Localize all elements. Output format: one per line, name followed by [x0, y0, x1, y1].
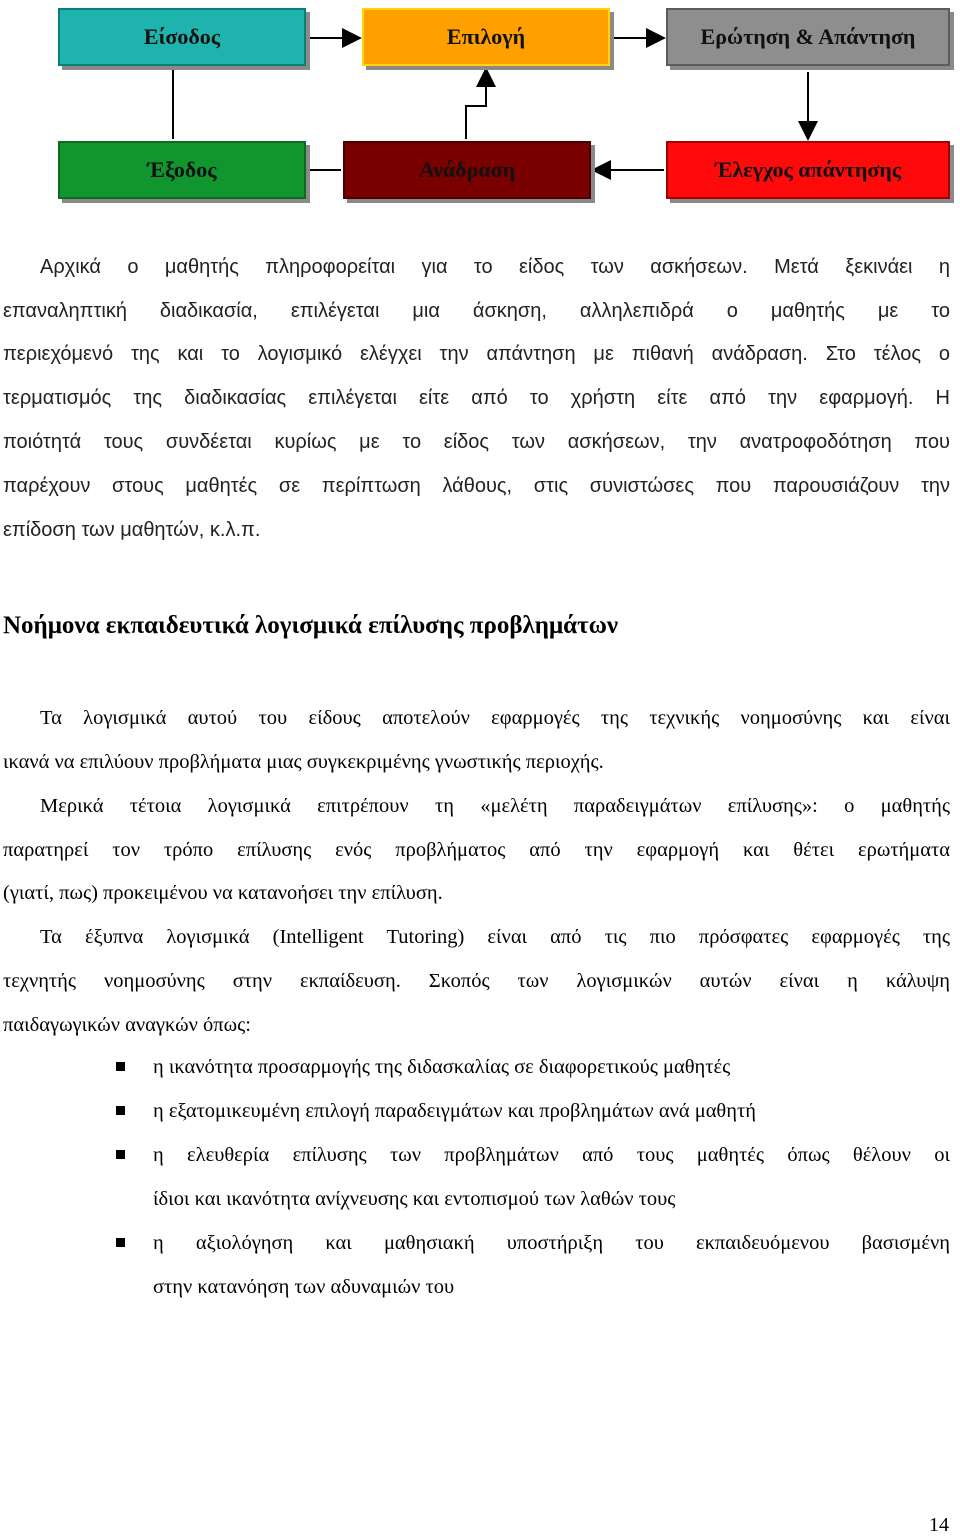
text-line: επίδοση των μαθητών, κ.λ.π.: [3, 519, 261, 541]
diagram-box-exit: Έξοδος: [58, 141, 306, 199]
text-line: Αρχικά ο μαθητής πληροφορείται για το είδος των ασκήσεων. Μετά ξεκινάει η: [40, 256, 950, 278]
list-item-text: η ελευθερία επίλυσης των προβλημάτων από τους μαθητές όπως θέλουν οι: [153, 1144, 950, 1166]
text-line: τεχνητής νοημοσύνης στην εκπαίδευση. Σκοπός των λογισμικών αυτών είναι η κάλυψη: [3, 970, 950, 992]
list-item-text: στην κατανόηση των αδυναμιών του: [153, 1276, 455, 1298]
page-number: 14: [929, 1514, 949, 1536]
square-bullet-icon: [116, 1062, 125, 1071]
text-line: επαναληπτική διαδικασία, επιλέγεται μια άσκηση, αλληλεπιδρά ο μαθητής με το: [3, 300, 950, 322]
text-line: παρέχουν στους μαθητές σε περίπτωση λάθους, στις συνιστώσες που παρουσιάζουν την: [3, 475, 950, 497]
square-bullet-icon: [116, 1106, 125, 1115]
arrow-feedback-to-selection: [466, 69, 486, 139]
diagram-box-question-answer: Ερώτηση & Απάντηση: [666, 8, 950, 66]
text-line: τερματισμός της διαδικασίας επιλέγεται είτε από το χρήστη είτε από την εφαρμογή. Η: [3, 387, 950, 409]
diagram-box-entry: Είσοδος: [58, 8, 306, 66]
text-line: Τα λογισμικά αυτού του είδους αποτελούν εφαρμογές της τεχνικής νοημοσύνης και είναι: [40, 707, 950, 729]
diagram-box-selection: Επιλογή: [362, 8, 610, 66]
section-heading: Νοήμονα εκπαιδευτικά λογισμικά επίλυσης προβλημάτων: [3, 612, 619, 639]
text-line: (γιατί, πως) προκειμένου να κατανοήσει την επίλυση.: [3, 882, 443, 904]
text-line: περιεχόμενό της και το λογισμικό ελέγχει την απάντηση με πιθανή ανάδραση. Στο τέλος ο: [3, 343, 950, 365]
list-item-text: η ικανότητα προσαρμογής της διδασκαλίας σε διαφορετικούς μαθητές: [153, 1056, 731, 1078]
text-line: ποιότητά τους συνδέεται κυρίως με το είδος των ασκήσεων, την ανατροφοδότηση που: [3, 431, 950, 453]
square-bullet-icon: [116, 1150, 125, 1159]
diagram-box-answer-check: Έλεγχος απάντησης: [666, 141, 950, 199]
text-line: Μερικά τέτοια λογισμικά επιτρέπουν τη «μελέτη παραδειγμάτων επίλυσης»: ο μαθητής: [40, 795, 950, 817]
list-item-text: η αξιολόγηση και μαθησιακή υποστήριξη του εκπαιδευόμενου βασισμένη: [153, 1232, 950, 1254]
text-line: παιδαγωγικών αναγκών όπως:: [3, 1014, 251, 1036]
text-line: Τα έξυπνα λογισμικά (Intelligent Tutoring) είναι από τις πιο πρόσφατες εφαρμογές της: [40, 926, 950, 948]
list-item-text: η εξατομικευμένη επιλογή παραδειγμάτων και προβλημάτων ανά μαθητή: [153, 1100, 756, 1122]
text-line: παρατηρεί τον τρόπο επίλυσης ενός προβλήματος από την εφαρμογή και θέτει ερωτήματα: [3, 839, 950, 861]
text-line: ικανά να επιλύουν προβλήματα μιας συγκεκριμένης γνωστικής περιοχής.: [3, 751, 604, 773]
square-bullet-icon: [116, 1238, 125, 1247]
diagram-box-feedback: Ανάδραση: [343, 141, 591, 199]
list-item-text: ίδιοι και ικανότητα ανίχνευσης και εντοπισμού των λαθών τους: [153, 1188, 676, 1210]
